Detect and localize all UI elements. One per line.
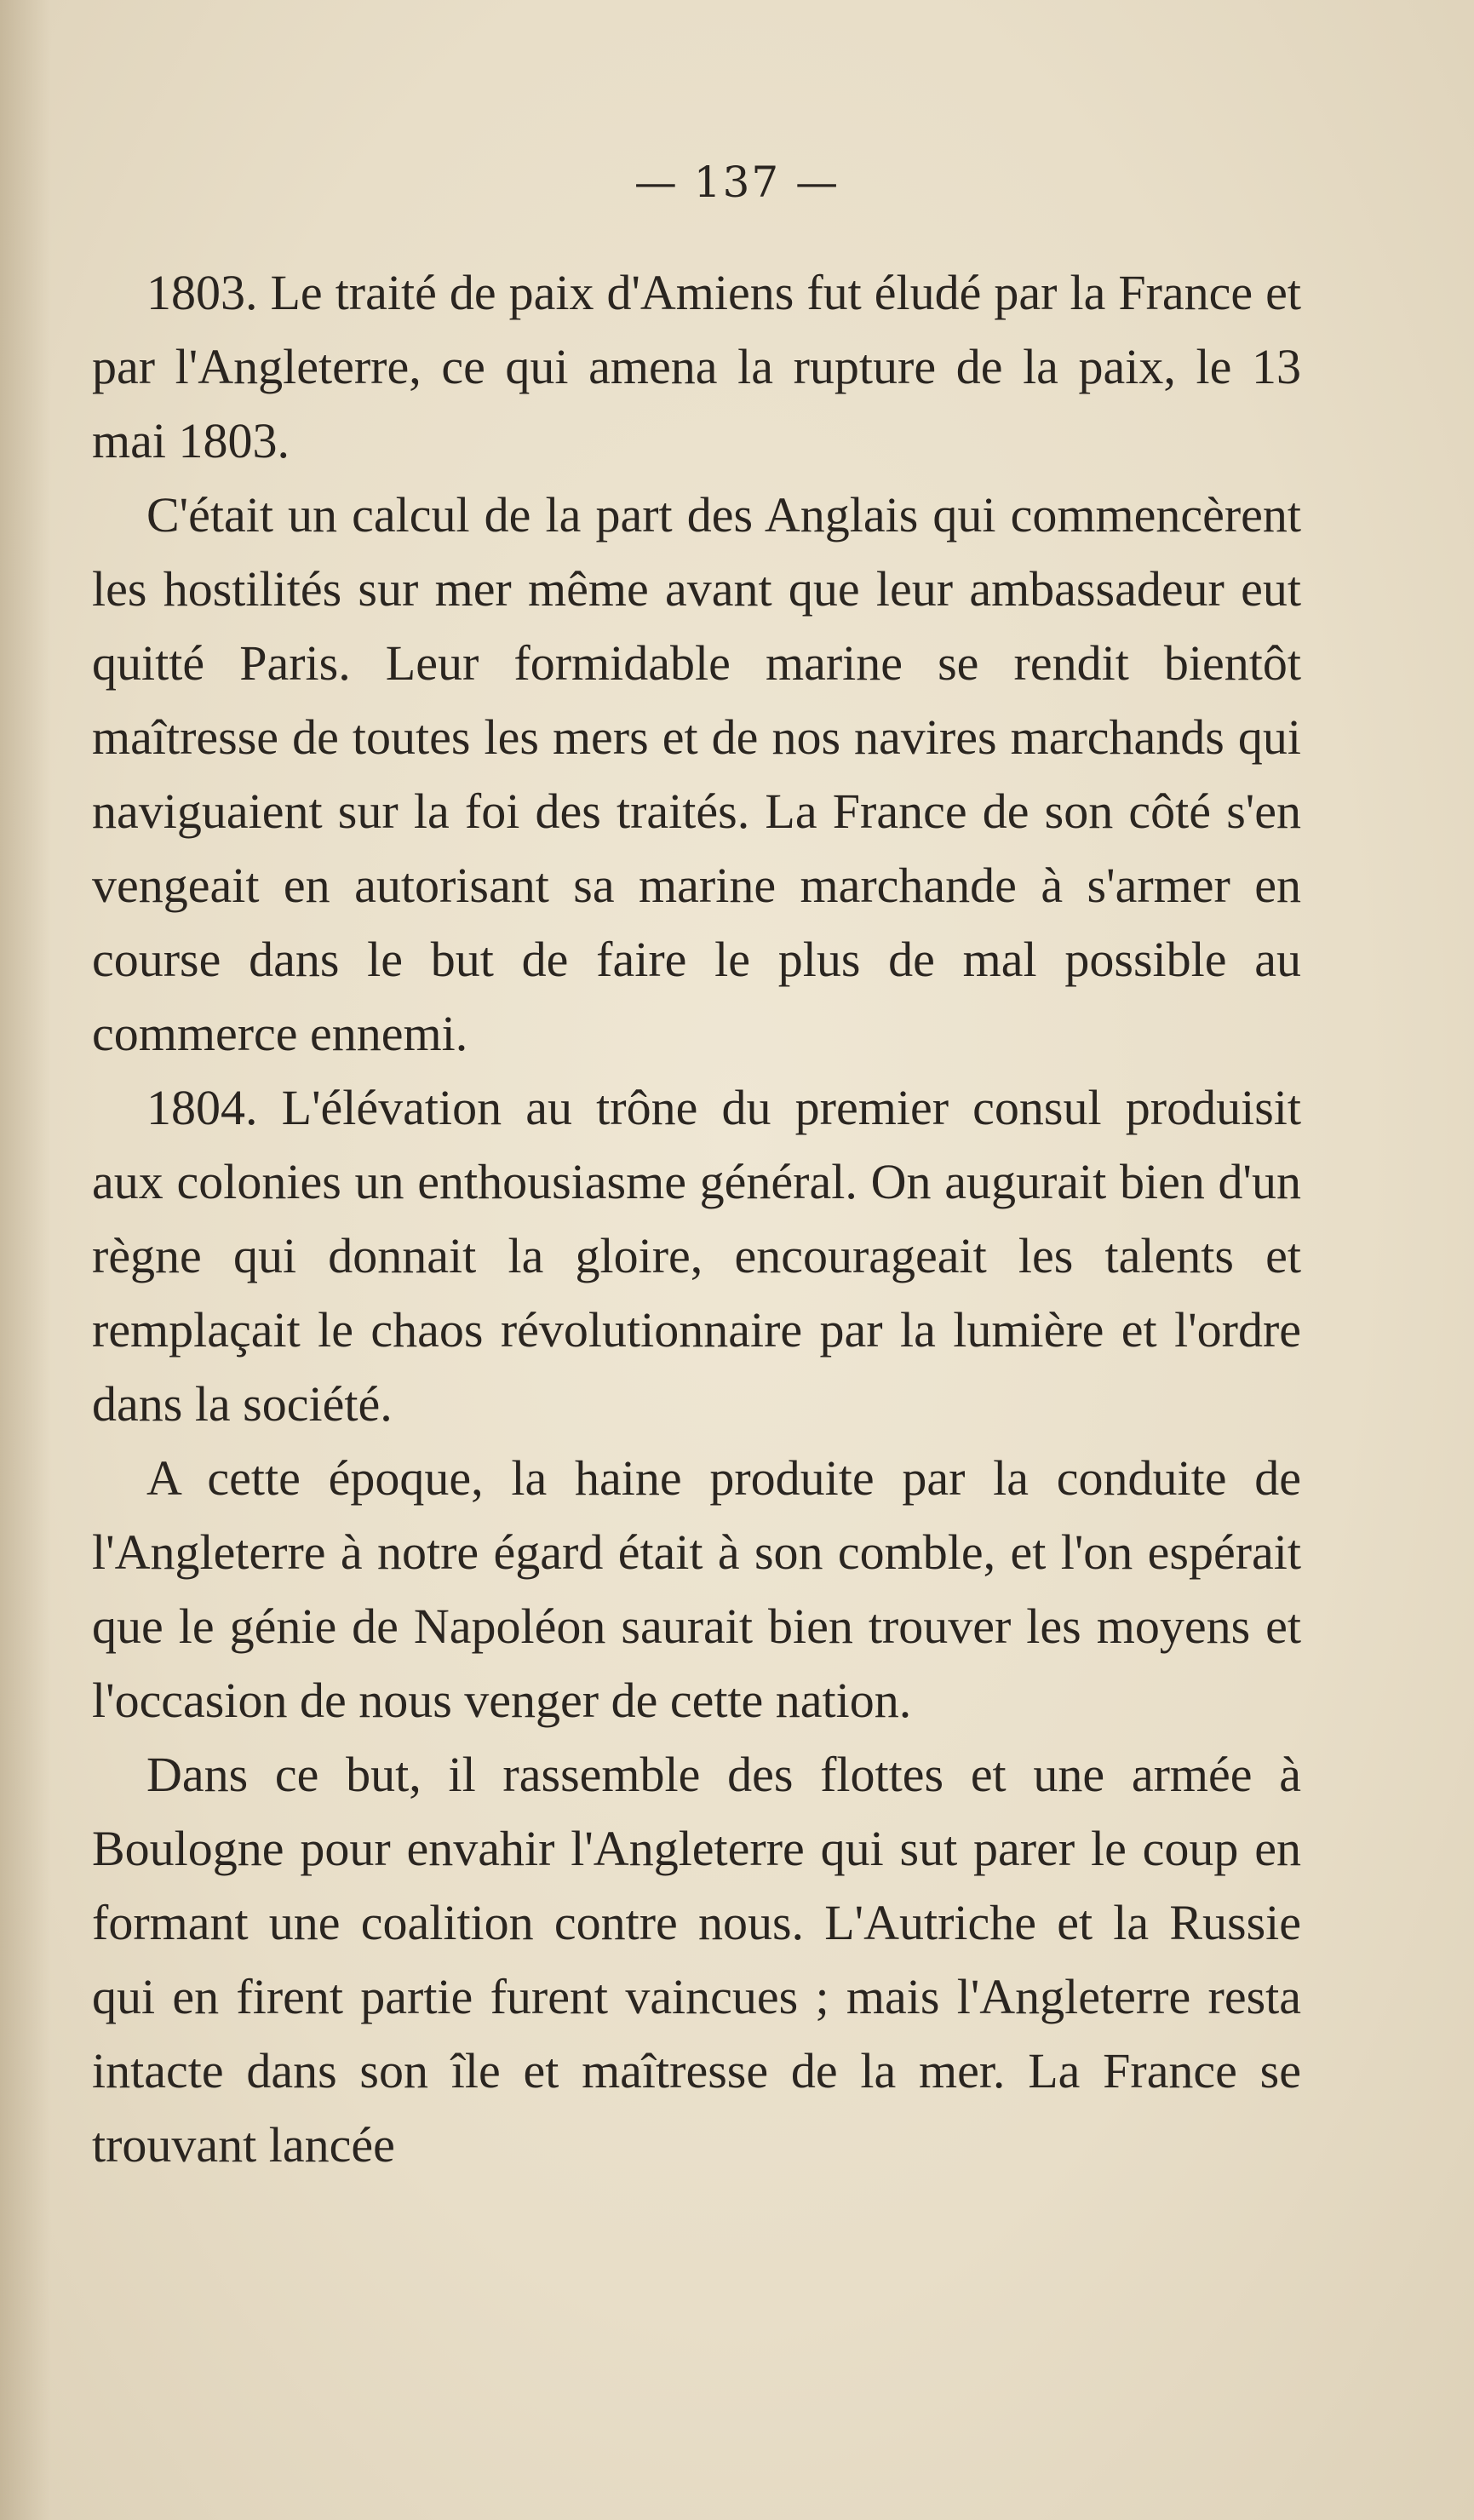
paragraph: 1804. L'élévation au trône du premier consul produisit aux colonies un enthousiasme général. On augurait bien d'un règne qui donnait la gloire, encourageait les talents et remplaçait le chaos révolutionnaire par la lumière et l'ordre dans la société. [92, 1080, 1301, 1432]
paragraph: 1803. Le traité de paix d'Amiens fut éludé par la France et par l'Angleterre, ce qui amena la rupture de la paix, le 13 mai 1803. [92, 265, 1301, 468]
paragraph: C'était un calcul de la part des Anglais qui commencèrent les hostilités sur mer même avant que leur ambassadeur eut quitté Paris. Leur formidable marine se rendit bientôt maîtresse de toutes les mers et de nos navires marchands qui naviguaient sur la foi des traités. La France de son côté s'en vengeait en autorisant sa marine marchande à s'armer en course dans le but de faire le plus de mal possible au commerce ennemi. [92, 487, 1301, 1061]
page-number: — 137 — [634, 158, 840, 207]
page-edge-shadow [0, 0, 51, 2520]
paragraph: A cette époque, la haine produite par la conduite de l'Angleterre à notre égard était à son comble, et l'on espérait que le génie de Napoléon saurait bien trouver les moyens et l'occasion de nous venger de cette nation. [92, 1450, 1301, 1728]
paragraph: Dans ce but, il rassemble des flottes et une armée à Boulogne pour envahir l'Angleterre qui sut parer le coup en formant une coalition contre nous. L'Autriche et la Russie qui en firent partie furent vaincues ; mais l'Angleterre resta intacte dans son île et maîtresse de la mer. La France se trouvant lancée [92, 1747, 1301, 2173]
body-text [92, 255, 1301, 2182]
